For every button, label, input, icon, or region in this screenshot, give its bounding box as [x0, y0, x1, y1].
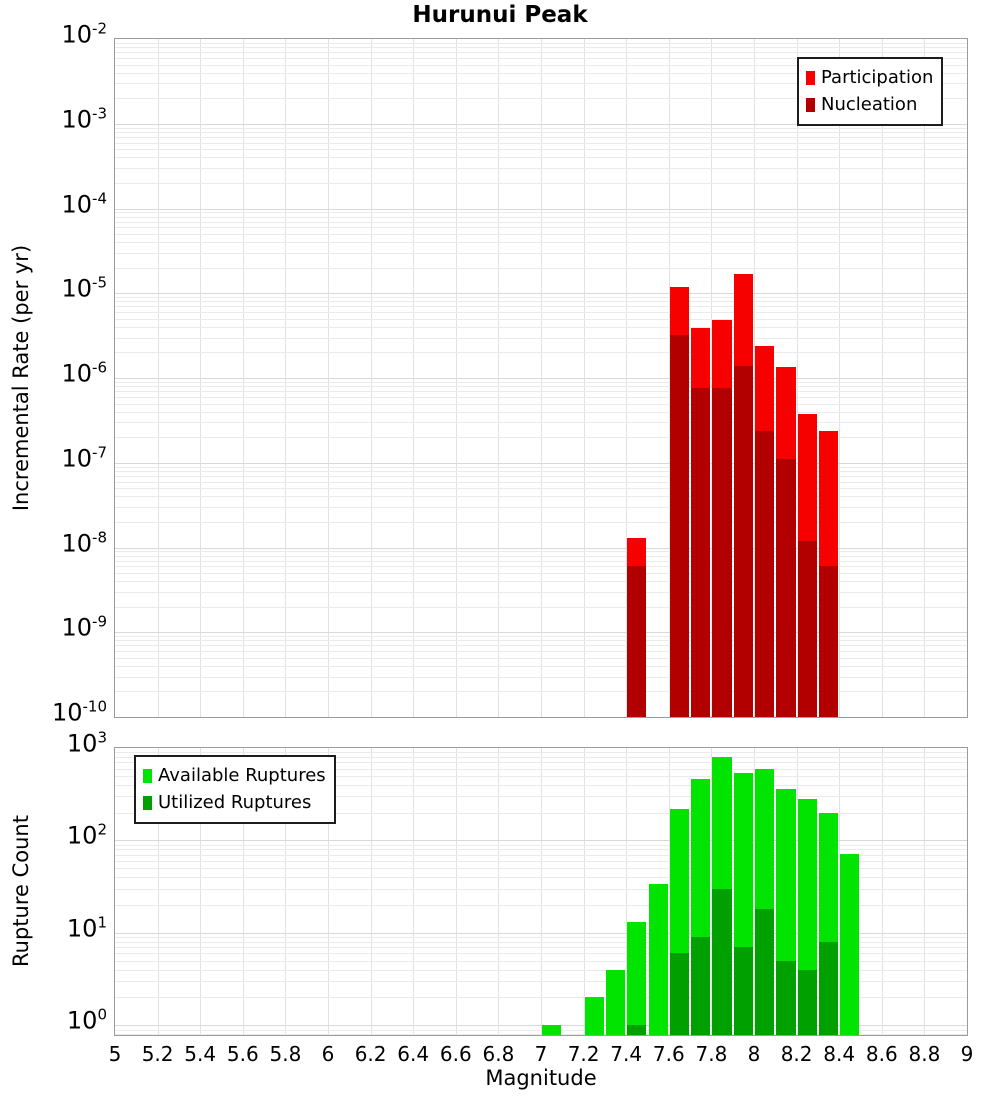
gridline — [115, 437, 967, 438]
gridline — [115, 861, 967, 862]
legend-swatch — [143, 769, 152, 783]
legend-item — [806, 64, 933, 91]
x-axis-label: Magnitude — [485, 1066, 597, 1090]
gridline — [115, 397, 967, 398]
gridline — [115, 1030, 967, 1031]
y-tick-label: $10^{-5}$ — [61, 273, 107, 303]
gridline — [115, 640, 967, 641]
gridline — [115, 209, 967, 210]
gridline — [115, 149, 967, 150]
utilized-bar — [776, 961, 795, 1035]
gridline — [115, 234, 967, 235]
utilized-bar — [755, 909, 774, 1035]
gridline — [541, 748, 542, 1035]
x-tick-label: 7 — [534, 1042, 548, 1066]
gridline — [115, 1025, 967, 1026]
gridline — [115, 889, 967, 890]
gridline — [115, 352, 967, 353]
gridline — [115, 476, 967, 477]
gridline — [115, 607, 967, 608]
gridline — [115, 845, 967, 846]
gridline — [115, 242, 967, 243]
gridline — [115, 496, 967, 497]
gridline — [115, 953, 967, 954]
x-tick-label: 8.8 — [908, 1042, 941, 1066]
x-tick-label: 6.6 — [439, 1042, 472, 1066]
gridline — [115, 551, 967, 552]
rupture-count-legend — [134, 755, 336, 824]
available-bar — [585, 997, 604, 1035]
x-tick-label: 5.2 — [141, 1042, 174, 1066]
gridline — [498, 748, 499, 1035]
nucleation-bar — [734, 366, 753, 717]
gridline — [371, 748, 372, 1035]
y-tick-label: $10^{-3}$ — [61, 104, 107, 134]
gridline — [115, 306, 967, 307]
gridline — [115, 645, 967, 646]
legend-swatch — [143, 796, 152, 810]
gridline — [115, 566, 967, 567]
gridline — [115, 981, 967, 982]
gridline — [115, 677, 967, 678]
gridline — [115, 658, 967, 659]
gridline — [115, 301, 967, 302]
gridline — [115, 137, 967, 138]
gridline — [115, 581, 967, 582]
y-axis-label-top: Incremental Rate (per yr) — [9, 244, 33, 512]
gridline — [456, 748, 457, 1035]
gridline — [115, 422, 967, 423]
gridline — [115, 942, 967, 943]
x-tick-label: 6 — [321, 1042, 335, 1066]
y-tick-label: $10^{-8}$ — [61, 528, 107, 557]
gridline — [115, 666, 967, 667]
gridline — [115, 268, 967, 269]
gridline — [115, 561, 967, 562]
gridline — [115, 52, 967, 53]
legend-label: Utilized Ruptures — [158, 792, 312, 813]
legend-swatch — [806, 71, 815, 85]
gridline — [115, 905, 967, 906]
gridline — [115, 157, 967, 158]
nucleation-bar — [819, 566, 838, 717]
y-tick-label: $10^{-4}$ — [61, 189, 107, 218]
utilized-bar — [798, 970, 817, 1035]
legend-label: Available Ruptures — [158, 765, 326, 786]
gridline — [924, 748, 925, 1035]
utilized-bar — [734, 947, 753, 1035]
nucleation-bar — [712, 388, 731, 717]
utilized-bar — [691, 937, 710, 1035]
gridline — [115, 1034, 967, 1035]
utilized-bar — [819, 942, 838, 1035]
gridline — [115, 997, 967, 998]
available-bar — [542, 1025, 561, 1035]
x-tick-label: 6.4 — [397, 1042, 430, 1066]
gridline — [115, 463, 967, 464]
gridline — [115, 471, 967, 472]
gridline — [115, 592, 967, 593]
legend-label: Participation — [821, 67, 934, 88]
x-tick-label: 5.6 — [226, 1042, 259, 1066]
available-bar — [606, 970, 625, 1035]
y-tick-label: $10^{-9}$ — [61, 612, 107, 642]
available-bar — [627, 922, 646, 1035]
x-tick-label: 7.8 — [695, 1042, 728, 1066]
gridline — [115, 855, 967, 856]
gridline — [115, 253, 967, 254]
y-tick-label: $10^{-6}$ — [61, 358, 107, 388]
x-tick-label: 5 — [108, 1042, 122, 1066]
y-tick-label: $10^3$ — [66, 728, 107, 758]
gridline — [115, 132, 967, 133]
gridline — [115, 849, 967, 850]
gridline — [115, 556, 967, 557]
x-tick-label: 6.2 — [354, 1042, 387, 1066]
gridline — [115, 143, 967, 144]
available-bar — [840, 854, 859, 1035]
utilized-bar — [712, 889, 731, 1035]
gridline — [115, 338, 967, 339]
x-tick-label: 5.4 — [184, 1042, 217, 1066]
y-tick-label: $10^2$ — [66, 820, 107, 850]
nucleation-bar — [670, 335, 689, 717]
gridline — [115, 933, 967, 934]
nucleation-bar — [755, 431, 774, 717]
y-axis-label-bottom: Rupture Count — [9, 815, 33, 967]
nucleation-bar — [691, 388, 710, 717]
nucleation-bar — [776, 459, 795, 717]
gridline — [115, 752, 967, 753]
gridline — [115, 227, 967, 228]
legend-label: Nucleation — [821, 94, 918, 115]
gridline — [115, 212, 967, 213]
gridline — [115, 43, 967, 44]
gridline — [115, 937, 967, 938]
legend-item — [143, 789, 326, 816]
gridline — [115, 691, 967, 692]
gridline — [115, 312, 967, 313]
gridline — [115, 412, 967, 413]
gridline — [115, 947, 967, 948]
gridline — [115, 391, 967, 392]
gridline — [115, 573, 967, 574]
gridline — [115, 386, 967, 387]
gridline — [115, 297, 967, 298]
x-tick-label: 7.6 — [652, 1042, 685, 1066]
gridline — [115, 222, 967, 223]
gridline — [115, 507, 967, 508]
x-tick-label: 8.4 — [823, 1042, 856, 1066]
gridline — [115, 877, 967, 878]
gridline — [115, 319, 967, 320]
gridline — [115, 168, 967, 169]
gridline — [882, 748, 883, 1035]
x-tick-label: 5.8 — [269, 1042, 302, 1066]
gridline — [115, 128, 967, 129]
gridline — [115, 868, 967, 869]
gridline — [115, 488, 967, 489]
gridline — [115, 970, 967, 971]
gridline — [115, 382, 967, 383]
legend-swatch — [806, 98, 815, 112]
nucleation-bar — [627, 566, 646, 717]
y-tick-label: $10^{-7}$ — [61, 443, 107, 473]
chart-title: Hurunui Peak — [412, 2, 588, 28]
gridline — [115, 293, 967, 294]
legend-item — [143, 762, 326, 789]
gridline — [115, 548, 967, 549]
legend-item — [806, 91, 933, 118]
y-tick-label: $10^0$ — [66, 1005, 107, 1035]
gridline — [115, 467, 967, 468]
y-tick-label: $10^1$ — [66, 913, 107, 943]
gridline — [115, 522, 967, 523]
gridline — [115, 183, 967, 184]
gridline — [115, 636, 967, 637]
y-tick-label: $10^{-10}$ — [51, 697, 107, 727]
available-bar — [649, 884, 668, 1035]
utilized-bar — [670, 953, 689, 1035]
gridline — [115, 840, 967, 841]
x-tick-label: 9 — [960, 1042, 974, 1066]
x-tick-label: 7.2 — [567, 1042, 600, 1066]
x-tick-label: 7.4 — [610, 1042, 643, 1066]
y-tick-label: $10^{-2}$ — [61, 19, 107, 49]
gridline — [115, 327, 967, 328]
gridline — [115, 217, 967, 218]
gridline — [115, 632, 967, 633]
x-tick-label: 8.6 — [865, 1042, 898, 1066]
gridline — [115, 47, 967, 48]
gridline — [115, 651, 967, 652]
gridline — [115, 961, 967, 962]
x-tick-label: 6.8 — [482, 1042, 515, 1066]
gridline — [584, 748, 585, 1035]
x-tick-label: 8.2 — [780, 1042, 813, 1066]
gridline — [413, 748, 414, 1035]
gridline — [115, 378, 967, 379]
utilized-bar — [627, 1025, 646, 1035]
gridline — [115, 404, 967, 405]
nucleation-bar — [798, 541, 817, 717]
incremental-rate-legend — [797, 57, 943, 126]
x-tick-label: 8 — [747, 1042, 761, 1066]
gridline — [115, 482, 967, 483]
